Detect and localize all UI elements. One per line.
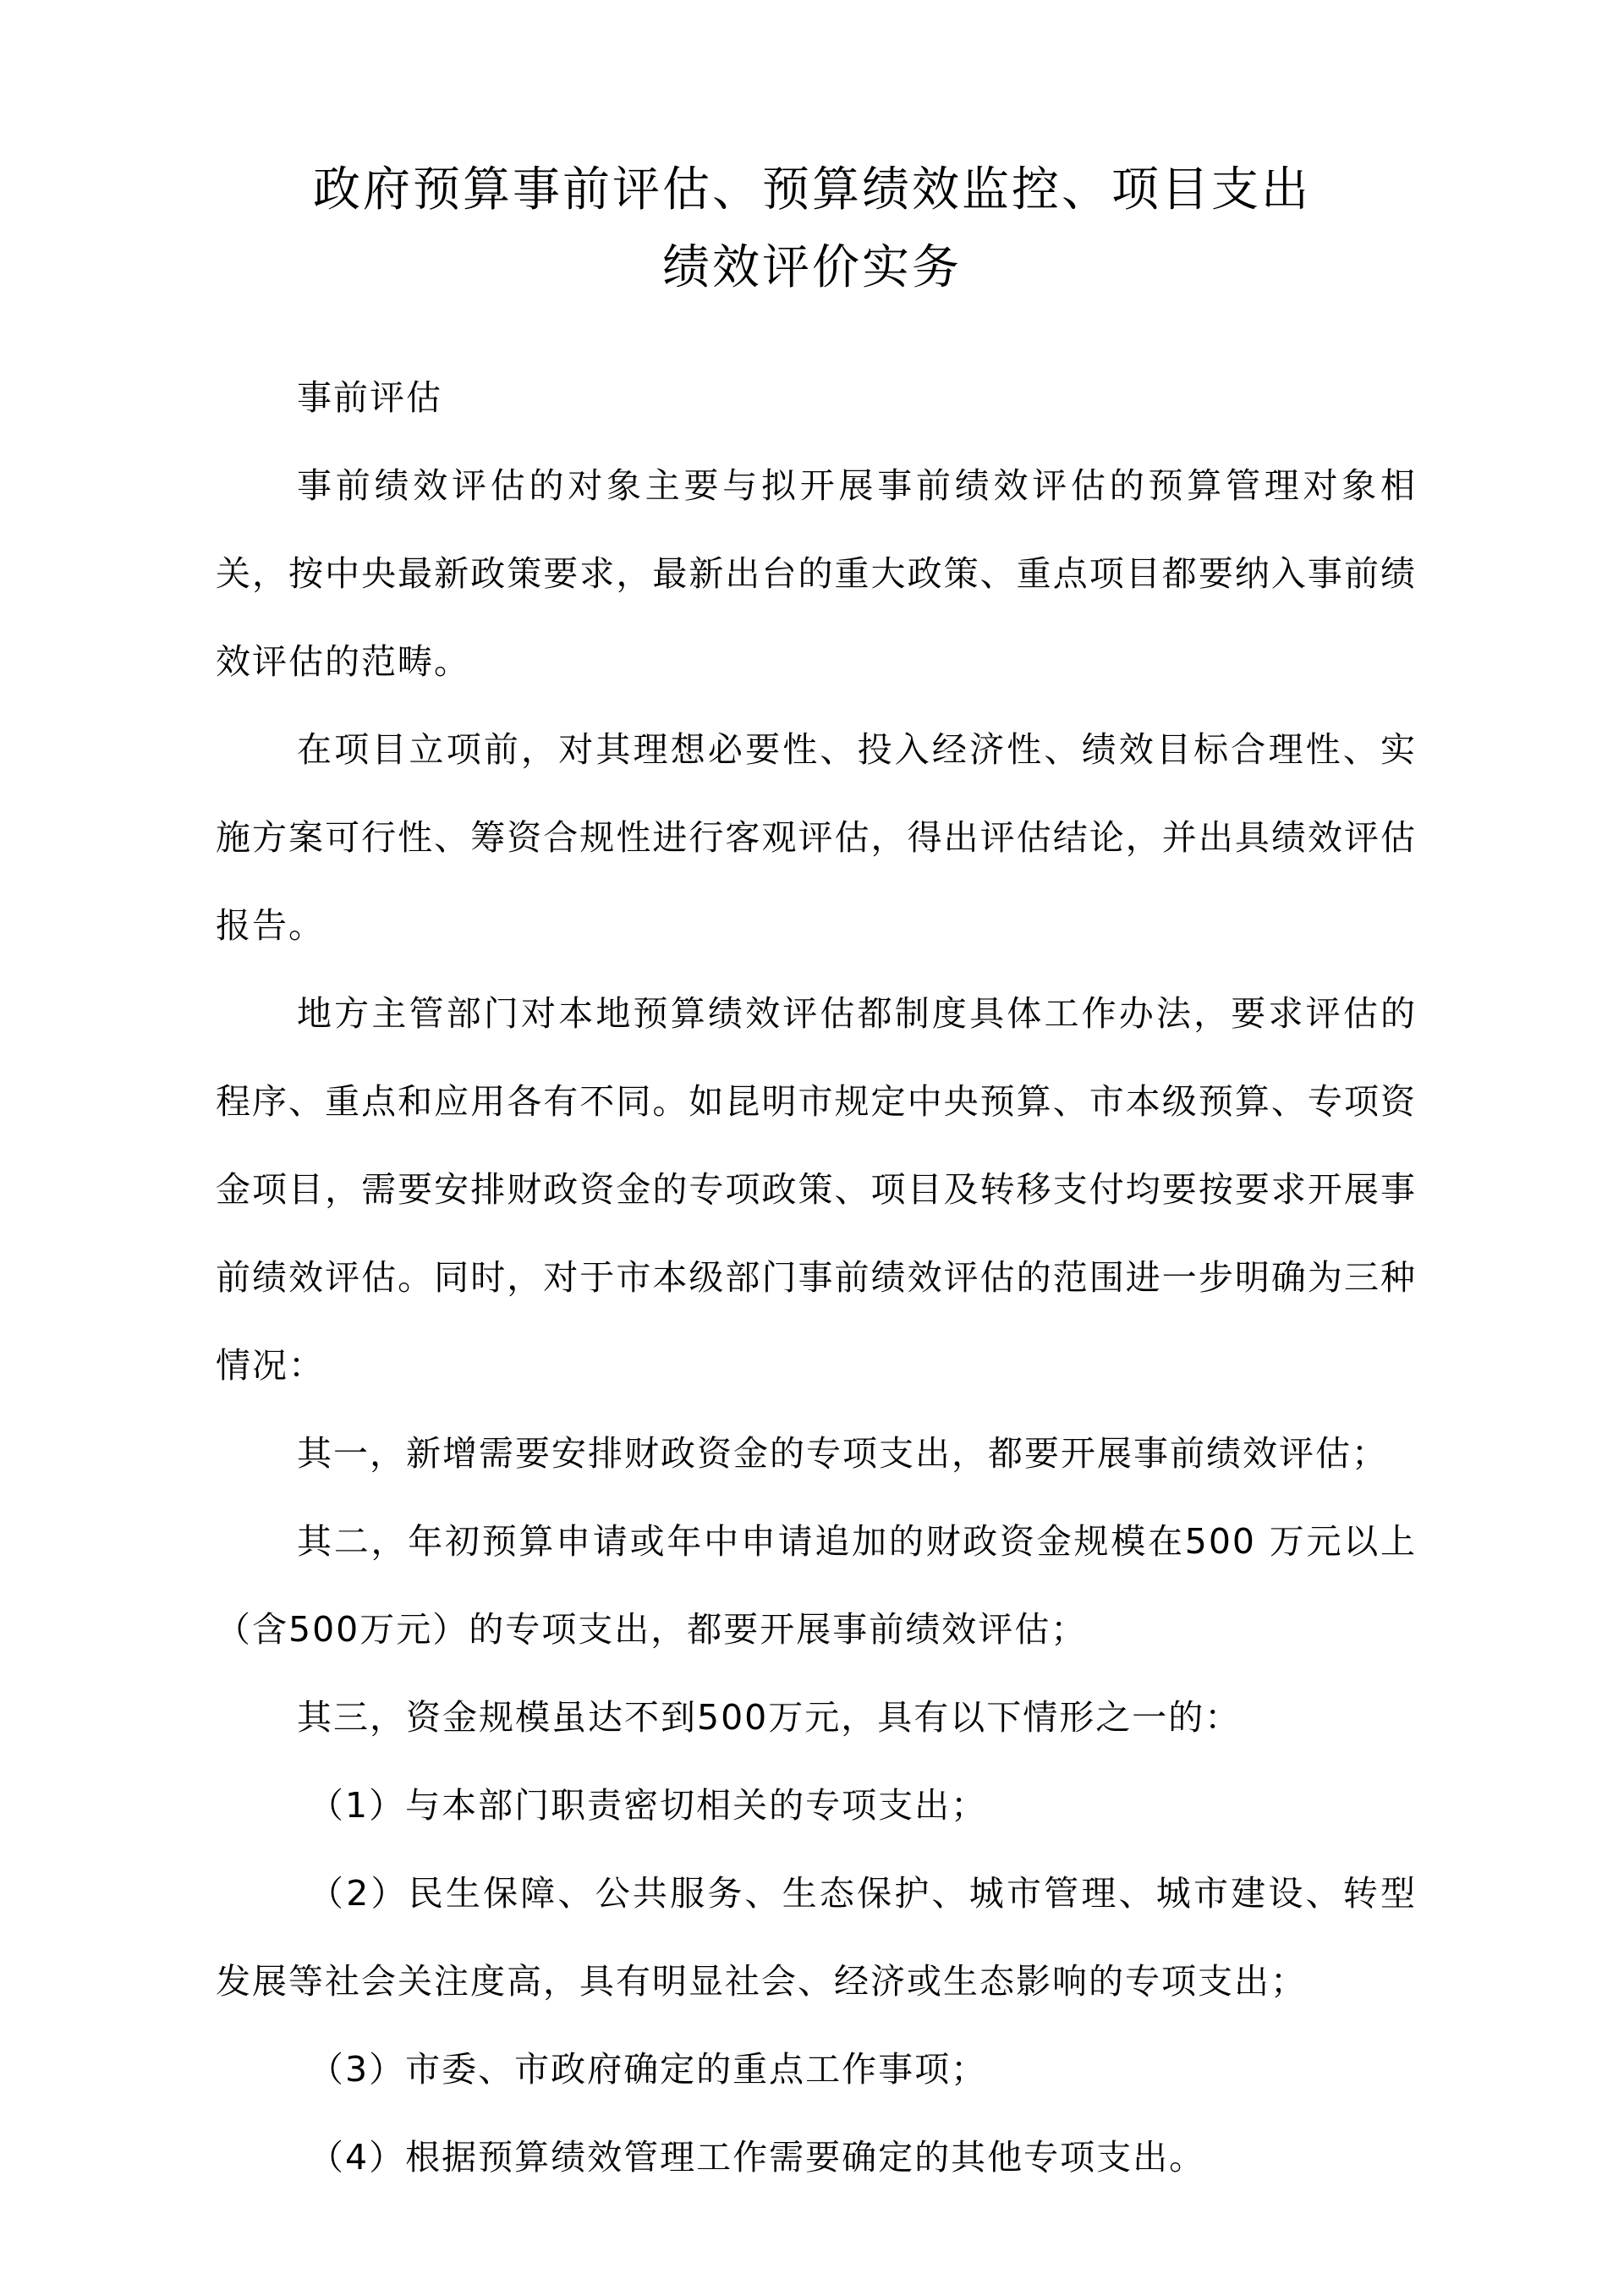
paragraph: 其二，年初预算申请或年中申请追加的财政资金规模在500 万元以上（含500万元）的专项支出，都要开展事前绩效评估； xyxy=(216,1521,1417,1650)
paragraph: 其一，新增需要安排财政资金的专项支出，都要开展事前绩效评估； xyxy=(297,1433,1388,1474)
paragraph: 地方主管部门对本地预算绩效评估都制度具体工作办法，要求评估的程序、重点和应用各有不同。如昆明市规定中央预算、市本级预算、专项资金项目，需要安排财政资金的专项政策、项目及转移支付均要按要求开展事前绩效评估。同时，对于市本级部门事前绩效评估的范围进一步明确为三种情况： xyxy=(216,993,1417,1386)
paragraph: 事前绩效评估的对象主要与拟开展事前绩效评估的预算管理对象相关，按中央最新政策要求，最新出台的重大政策、重点项目都要纳入事前绩效评估的范畴。 xyxy=(216,465,1417,682)
document-title-line-2: 绩效评价实务 xyxy=(662,240,962,295)
list-item: （1）与本部门职责密切相关的专项支出； xyxy=(309,1785,988,1826)
list-item: （4）根据预算绩效管理工作需要确定的其他专项支出。 xyxy=(309,2137,1206,2178)
list-item: （3）市委、市政府确定的重点工作事项； xyxy=(309,2049,988,2090)
list-item: （2）民生保障、公共服务、生态保护、城市管理、城市建设、转型发展等社会关注度高，具有明显社会、经济或生态影响的专项支出； xyxy=(216,1873,1417,2002)
section-heading: 事前评估 xyxy=(297,377,442,418)
paragraph: 在项目立项前，对其理想必要性、投入经济性、绩效目标合理性、实施方案可行性、筹资合规性进行客观评估，得出评估结论，并出具绩效评估报告。 xyxy=(216,729,1417,946)
document-title-line-1: 政府预算事前评估、预算绩效监控、项目支出 xyxy=(313,162,1311,217)
paragraph: 其三，资金规模虽达不到500万元，具有以下情形之一的： xyxy=(297,1697,1242,1738)
document-body xyxy=(216,354,1417,2201)
